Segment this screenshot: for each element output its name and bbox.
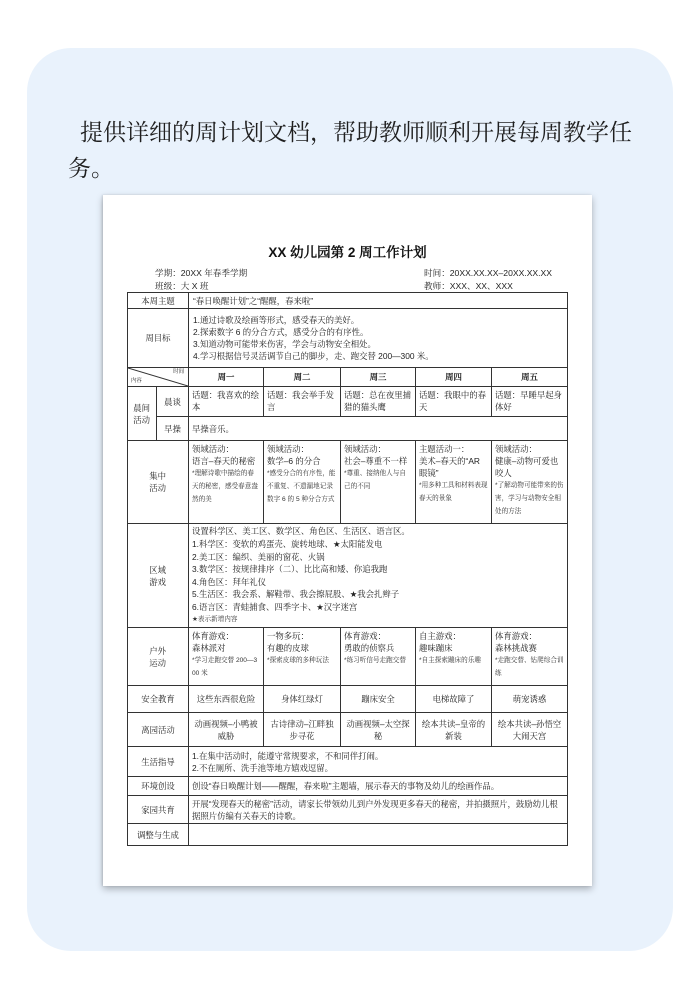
morning-talk-cell: 话题：总在夜里捕猎的猫头鹰 bbox=[341, 387, 416, 417]
area-games-line: 2.美工区：编织、美丽的窗花、火锅 bbox=[192, 551, 325, 562]
goals-list bbox=[189, 309, 568, 368]
activity-note: *感受分合的有序性，能不重复、不遗漏地记录数字 6 的 5 种分合方式 bbox=[267, 470, 336, 503]
focus-activity-label: 集中活动 bbox=[149, 471, 166, 493]
outdoor-activity-cell bbox=[416, 628, 492, 686]
focus-activity-cell bbox=[341, 441, 416, 524]
activity-name: 社会–尊重不一样 bbox=[344, 456, 408, 466]
morning-exercise-value: 早操音乐。 bbox=[189, 417, 568, 441]
activity-name: 趣味蹦床 bbox=[419, 643, 453, 653]
theme-row bbox=[128, 293, 568, 309]
diagonal-header-cell bbox=[128, 368, 189, 387]
semester-info: 学期：20XX 年春季学期 bbox=[155, 268, 248, 278]
morning-talk-cell: 话题：早睡早起身体好 bbox=[492, 387, 568, 417]
area-games-list bbox=[189, 524, 568, 628]
activity-name: 森林挑战赛 bbox=[495, 643, 537, 653]
activity-type: 主题活动一： bbox=[419, 444, 470, 454]
content-axis-label: 内容 bbox=[131, 378, 142, 384]
morning-talk-cell: 话题：我喜欢的绘本 bbox=[189, 387, 264, 417]
morning-exercise-label: 早操 bbox=[157, 417, 189, 441]
leaving-cell: 动画视频–小鸭被威胁 bbox=[189, 713, 264, 747]
focus-activity-row bbox=[128, 441, 568, 524]
leaving-cell: 动画视频–太空探秘 bbox=[341, 713, 416, 747]
leaving-cell: 古诗律动–江畔独步寻花 bbox=[264, 713, 341, 747]
safety-cell: 电梯故障了 bbox=[416, 686, 492, 713]
activity-name: 勇敢的侦察兵 bbox=[344, 643, 395, 653]
home-cooperation-label: 家园共育 bbox=[128, 796, 189, 824]
area-games-line: 设置科学区、美工区、数学区、角色区、生活区、语言区。 bbox=[192, 526, 410, 537]
morning-activity-label: 晨间活动 bbox=[133, 402, 150, 425]
adjustment-row bbox=[128, 824, 568, 846]
day-header-fri: 周五 bbox=[492, 368, 568, 387]
area-games-line: 4.角色区：拜年礼仪 bbox=[192, 576, 266, 587]
safety-cell: 萌宠诱惑 bbox=[492, 686, 568, 713]
document-title: XX 幼儿园第 2 周工作计划 bbox=[268, 245, 427, 260]
plan-table bbox=[127, 292, 568, 846]
life-guidance-row bbox=[128, 747, 568, 777]
activity-type: 领域活动： bbox=[267, 444, 309, 454]
safety-cell: 这些东西很危险 bbox=[189, 686, 264, 713]
outdoor-activity-cell bbox=[341, 628, 416, 686]
activity-note: *走跑交替、钻爬综合训练 bbox=[495, 657, 564, 677]
outdoor-activity-cell bbox=[492, 628, 568, 686]
goals-row bbox=[128, 309, 568, 368]
theme-label: 本周主题 bbox=[128, 293, 189, 309]
activity-type: 自主游戏： bbox=[419, 631, 461, 641]
leaving-row bbox=[128, 713, 568, 747]
morning-talk-row bbox=[128, 387, 568, 417]
area-games-label: 区域游戏 bbox=[149, 564, 166, 587]
home-cooperation-row bbox=[128, 796, 568, 824]
area-games-line: 1.科学区：变软的鸡蛋壳、旋转地球、★太阳能发电 bbox=[192, 539, 383, 550]
environment-row bbox=[128, 777, 568, 796]
safety-cell: 蹦床安全 bbox=[341, 686, 416, 713]
weekly-plan-document bbox=[103, 195, 592, 886]
safety-label: 安全教育 bbox=[128, 686, 189, 713]
activity-note: *尊重、接纳他人与自己的不同 bbox=[344, 470, 406, 490]
weekday-header-row bbox=[128, 368, 568, 387]
morning-talk-label: 晨谈 bbox=[157, 387, 189, 417]
goal-item: 3.知道动物可能带来伤害，学会与动物安全相处。 bbox=[193, 339, 376, 349]
card-heading: 提供详细的周计划文档，帮助教师顺利开展每周教学任务。 bbox=[68, 119, 632, 181]
focus-activity-label-cell bbox=[128, 441, 189, 524]
goal-item: 2.探索数字 6 的分合方式，感受分合的有序性。 bbox=[193, 327, 369, 337]
morning-activity-label-cell bbox=[128, 387, 157, 441]
area-games-label-cell bbox=[128, 524, 189, 628]
outdoor-activity-cell bbox=[189, 628, 264, 686]
life-guidance-line: 2.不在厕所、洗手池等地方嬉戏逗留。 bbox=[192, 762, 333, 773]
area-games-row bbox=[128, 524, 568, 628]
adjustment-label: 调整与生成 bbox=[128, 824, 189, 846]
adjustment-text bbox=[189, 824, 568, 846]
outdoor-label-cell bbox=[128, 628, 189, 686]
focus-activity-cell bbox=[416, 441, 492, 524]
teachers-info: 教师：XXX、XX、XXX bbox=[424, 281, 513, 291]
activity-name: 森林派对 bbox=[192, 643, 226, 653]
safety-cell: 身体红绿灯 bbox=[264, 686, 341, 713]
focus-activity-cell bbox=[189, 441, 264, 524]
activity-type: 体育游戏： bbox=[344, 631, 386, 641]
life-guidance-label: 生活指导 bbox=[128, 747, 189, 777]
area-games-line: 5.生活区：我会系、解鞋带、我会擦屁股、★我会扎辫子 bbox=[192, 589, 400, 600]
goal-item: 1.通过诗歌及绘画等形式，感受春天的美好。 bbox=[193, 315, 360, 325]
activity-name: 有趣的皮球 bbox=[267, 643, 309, 653]
leaving-cell: 绘本共读–孙悟空大闹天宫 bbox=[492, 713, 568, 747]
day-header-thu: 周四 bbox=[416, 368, 492, 387]
activity-type: 领域活动： bbox=[495, 444, 537, 454]
new-content-note: ★表示新增内容 bbox=[192, 615, 238, 623]
goals-label: 周目标 bbox=[128, 309, 189, 368]
outdoor-row bbox=[128, 628, 568, 686]
focus-activity-cell bbox=[492, 441, 568, 524]
goal-item: 4.学习根据信号灵活调节自己的脚步，走、跑交替 200—300 米。 bbox=[193, 351, 434, 361]
theme-value: “春日唤醒计划”之“醒醒，春来啦” bbox=[189, 293, 568, 309]
life-guidance-line: 1.在集中活动时，能遵守常规要求，不和同伴打闹。 bbox=[192, 750, 384, 761]
environment-text: 创设“春日唤醒计划——醒醒，春来啦”主题墙，展示春天的事物及幼儿的绘画作品。 bbox=[189, 777, 568, 796]
outdoor-activity-cell bbox=[264, 628, 341, 686]
activity-type: 体育游戏： bbox=[192, 631, 234, 641]
activity-note: *练习听信号走跑交替 bbox=[344, 657, 406, 664]
activity-note: *学习走跑交替 200—300 米 bbox=[192, 657, 258, 677]
home-cooperation-text: 开展“发现春天的秘密”活动，请家长带领幼儿到户外发现更多春天的秘密，并拍摄照片，鼓励幼儿根据照片仿编有关春天的诗歌。 bbox=[189, 796, 568, 824]
activity-type: 领域活动： bbox=[344, 444, 386, 454]
morning-talk-cell: 话题：我会举手发言 bbox=[264, 387, 341, 417]
time-axis-label: 时间 bbox=[173, 369, 184, 375]
day-header-wed: 周三 bbox=[341, 368, 416, 387]
outdoor-label: 户外运动 bbox=[149, 645, 166, 668]
activity-name: 语言–春天的秘密 bbox=[192, 456, 256, 466]
activity-note: *理解诗歌中描绘的春天的秘密，感受春意盎然的美 bbox=[192, 470, 258, 503]
day-header-tue: 周二 bbox=[264, 368, 341, 387]
activity-type: 一物多玩： bbox=[267, 631, 309, 641]
activity-note: *自主探索蹦床的乐趣 bbox=[419, 657, 481, 664]
activity-name: 数学–6 的分合 bbox=[267, 456, 321, 466]
activity-name: 健康–动物可爱也咬人 bbox=[495, 456, 559, 478]
activity-note: *用多种工具和材料表现春天的景象 bbox=[419, 482, 488, 502]
focus-activity-cell bbox=[264, 441, 341, 524]
leaving-cell: 绘本共读–皇帝的新装 bbox=[416, 713, 492, 747]
activity-note: *探索皮球的多种玩法 bbox=[267, 657, 329, 664]
class-info: 班级：大 X 班 bbox=[155, 281, 209, 291]
morning-talk-cell: 话题：我眼中的春天 bbox=[416, 387, 492, 417]
leaving-label: 离园活动 bbox=[128, 713, 189, 747]
environment-label: 环境创设 bbox=[128, 777, 189, 796]
activity-type: 领域活动： bbox=[192, 444, 234, 454]
date-range-info: 时间：20XX.XX.XX–20XX.XX.XX bbox=[424, 268, 553, 278]
area-games-line: 6.语言区：青蛙捕食、四季字卡、★汉字迷宫 bbox=[192, 601, 358, 612]
morning-exercise-row bbox=[128, 417, 568, 441]
safety-row bbox=[128, 686, 568, 713]
activity-name: 美术–春天的“AR眼镜” bbox=[419, 456, 480, 478]
activity-note: *了解动物可能带来的伤害，学习与动物安全相处的方法 bbox=[495, 482, 564, 515]
life-guidance-list bbox=[189, 747, 568, 777]
promo-card bbox=[27, 48, 673, 951]
day-header-mon: 周一 bbox=[189, 368, 264, 387]
area-games-line: 3.数学区：按规律排序（二）、比比高和矮、你追我跑 bbox=[192, 564, 388, 575]
activity-type: 体育游戏： bbox=[495, 631, 537, 641]
